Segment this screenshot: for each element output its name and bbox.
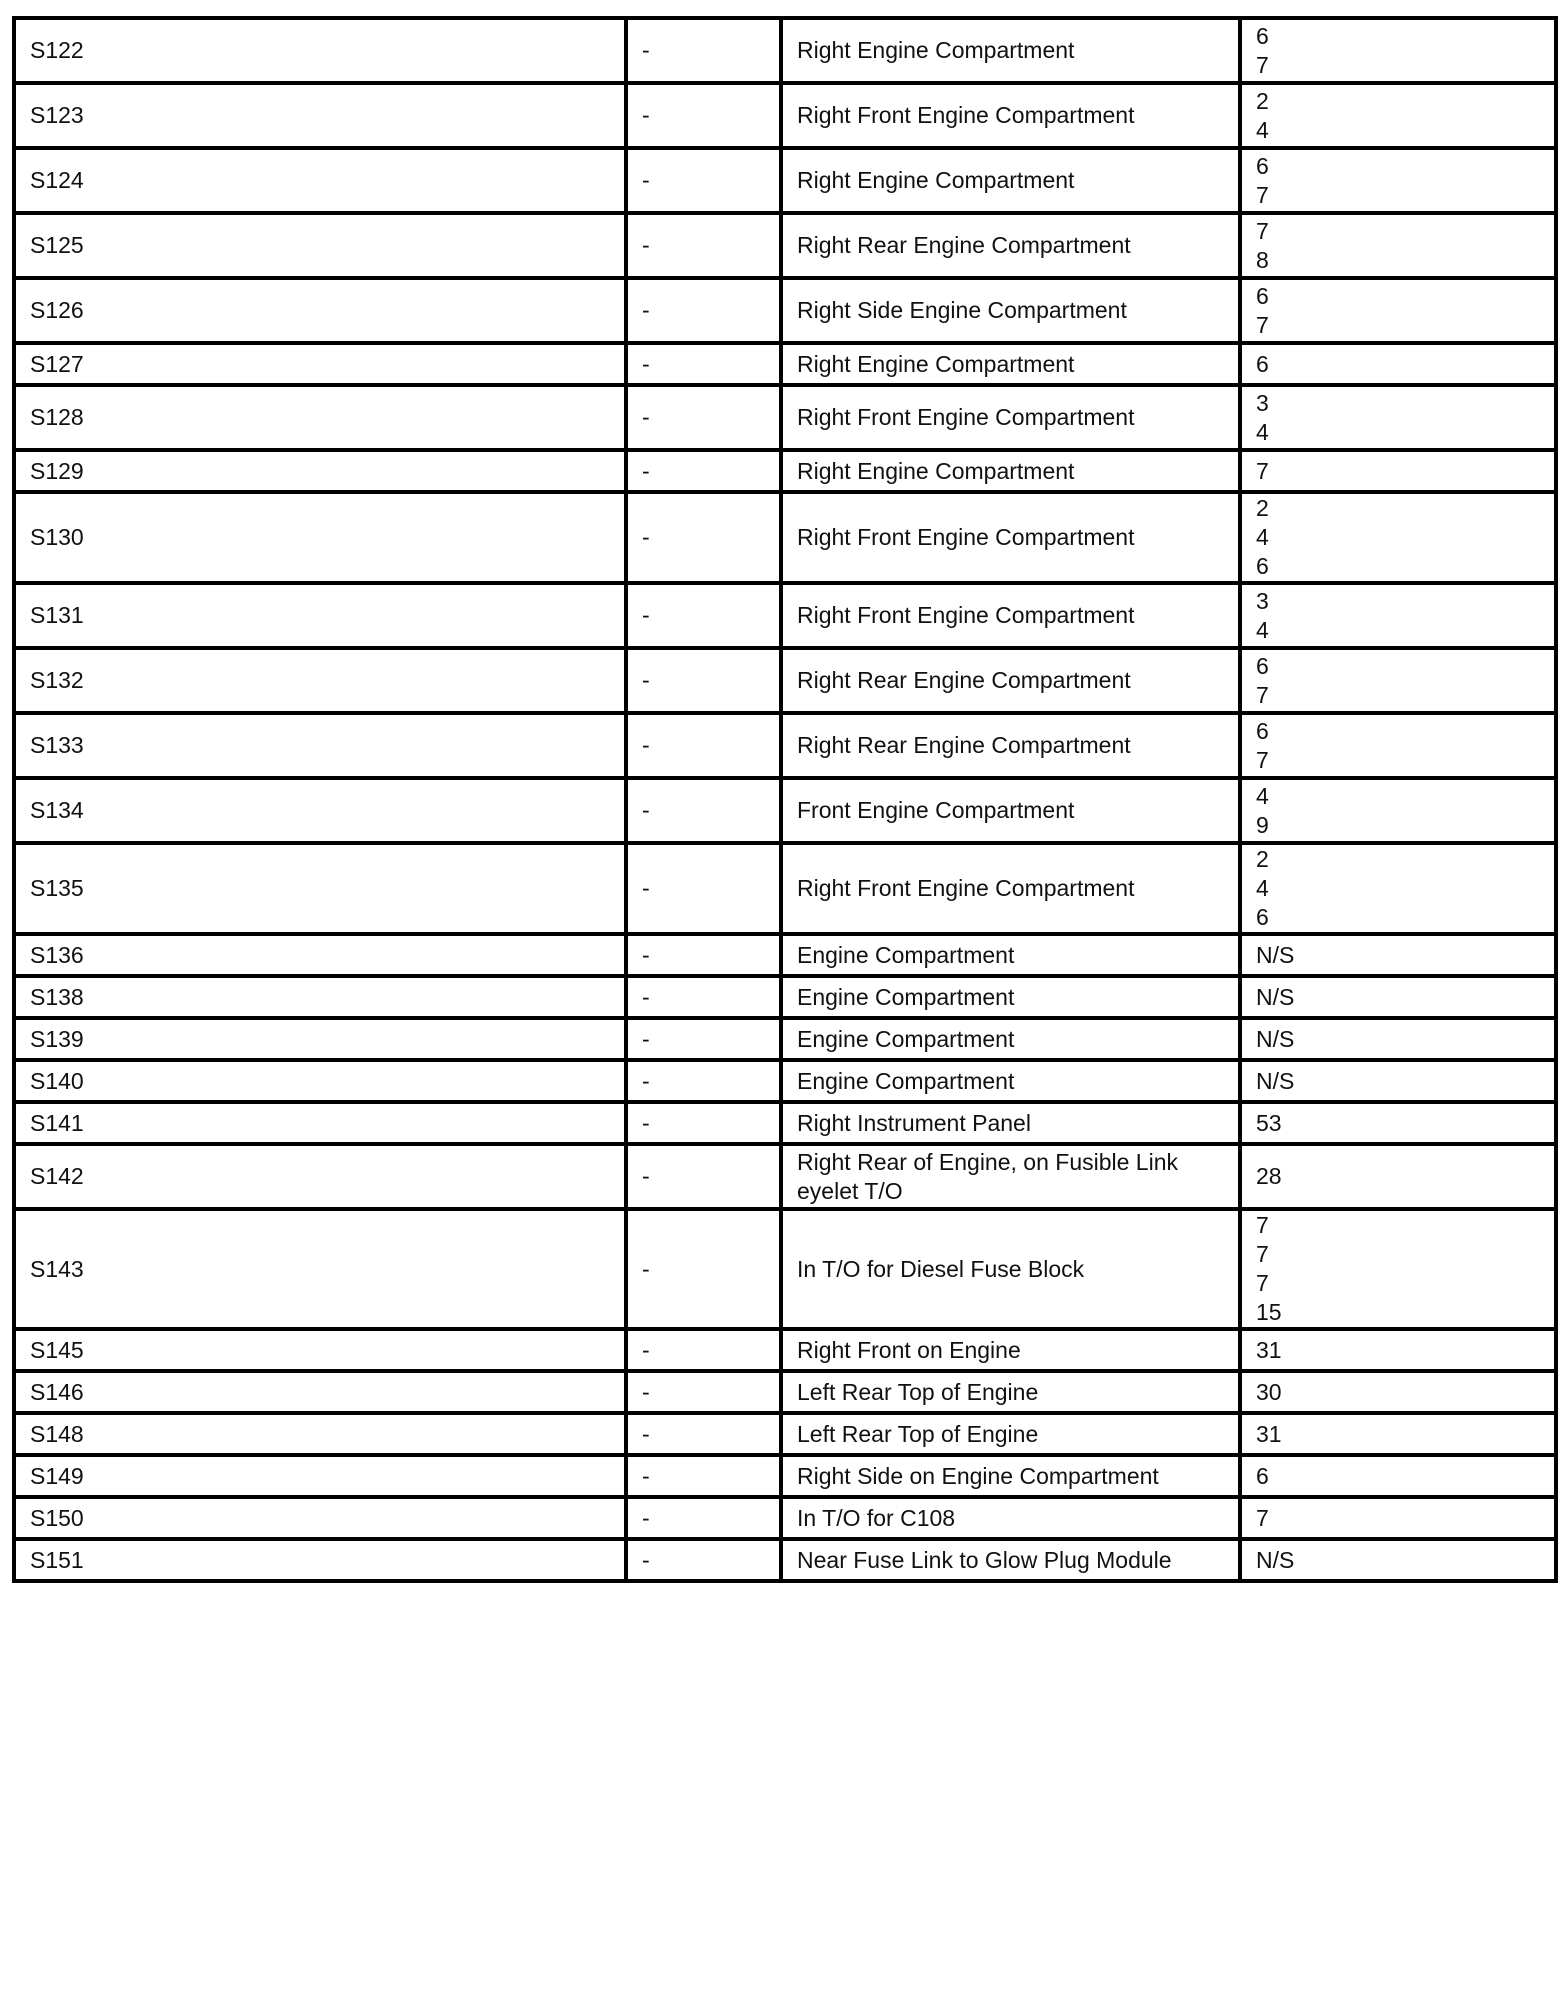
table-row xyxy=(14,1455,1556,1497)
description-cell: - xyxy=(626,385,781,450)
page-number: 6 xyxy=(1256,553,1269,579)
page-cell xyxy=(1240,18,1556,83)
page-cell xyxy=(1240,1144,1556,1209)
location-cell: Left Rear Top of Engine xyxy=(781,1413,1240,1455)
table-row xyxy=(14,385,1556,450)
splice-id-cell: S133 xyxy=(14,713,626,778)
location-cell: Engine Compartment xyxy=(781,934,1240,976)
page-cell xyxy=(1240,1329,1556,1371)
page-number: 4 xyxy=(1256,782,1269,809)
page-number: 7 xyxy=(1256,1212,1269,1238)
location-cell: Right Rear Engine Compartment xyxy=(781,713,1240,778)
splice-id-cell: S129 xyxy=(14,450,626,492)
location-cell: Right Front Engine Compartment xyxy=(781,492,1240,583)
page-cell xyxy=(1240,778,1556,843)
description-cell: - xyxy=(626,1455,781,1497)
table-row xyxy=(14,213,1556,278)
description-cell: - xyxy=(626,583,781,648)
location-cell: Right Rear Engine Compartment xyxy=(781,648,1240,713)
location-cell: Right Side Engine Compartment xyxy=(781,278,1240,343)
table-row xyxy=(14,1060,1556,1102)
page-number: 7 xyxy=(1256,217,1269,244)
page-number: 3 xyxy=(1256,389,1269,416)
page-number: 7 xyxy=(1256,681,1269,708)
splice-id-cell: S127 xyxy=(14,343,626,385)
splice-id-cell: S124 xyxy=(14,148,626,213)
page-number: 15 xyxy=(1256,1299,1282,1325)
page-cell xyxy=(1240,843,1556,934)
page-number: 7 xyxy=(1256,1241,1269,1267)
table-row xyxy=(14,1497,1556,1539)
table-row xyxy=(14,976,1556,1018)
page-cell xyxy=(1240,278,1556,343)
page-number: N/S xyxy=(1256,1546,1295,1573)
page-number: 2 xyxy=(1256,495,1269,521)
splice-id-cell: S136 xyxy=(14,934,626,976)
page-number: 31 xyxy=(1256,1420,1282,1447)
description-cell: - xyxy=(626,976,781,1018)
table-row xyxy=(14,1413,1556,1455)
description-cell: - xyxy=(626,843,781,934)
page-cell xyxy=(1240,1371,1556,1413)
table-row xyxy=(14,713,1556,778)
page-number: N/S xyxy=(1256,1067,1295,1094)
description-cell: - xyxy=(626,1060,781,1102)
page-number: 6 xyxy=(1256,904,1269,930)
page-cell xyxy=(1240,1413,1556,1455)
table-row xyxy=(14,148,1556,213)
page-cell xyxy=(1240,1539,1556,1581)
location-cell: Right Engine Compartment xyxy=(781,148,1240,213)
table-row xyxy=(14,583,1556,648)
page-number: 4 xyxy=(1256,616,1269,643)
page-number: 7 xyxy=(1256,1504,1269,1531)
page-number: 8 xyxy=(1256,246,1269,273)
page-cell xyxy=(1240,450,1556,492)
location-cell: Right Instrument Panel xyxy=(781,1102,1240,1144)
location-cell: Right Side on Engine Compartment xyxy=(781,1455,1240,1497)
page-number: 7 xyxy=(1256,746,1269,773)
table-row xyxy=(14,343,1556,385)
table-row xyxy=(14,1371,1556,1413)
location-cell: Right Front Engine Compartment xyxy=(781,385,1240,450)
location-cell: In T/O for C108 xyxy=(781,1497,1240,1539)
splice-location-table xyxy=(12,16,1558,1583)
description-cell: - xyxy=(626,1371,781,1413)
splice-id-cell: S142 xyxy=(14,1144,626,1209)
page-number: 9 xyxy=(1256,811,1269,838)
splice-id-cell: S122 xyxy=(14,18,626,83)
splice-id-cell: S140 xyxy=(14,1060,626,1102)
description-cell: - xyxy=(626,1018,781,1060)
splice-id-cell: S145 xyxy=(14,1329,626,1371)
splice-id-cell: S151 xyxy=(14,1539,626,1581)
table-row xyxy=(14,1144,1556,1209)
description-cell: - xyxy=(626,343,781,385)
location-cell: Right Front on Engine xyxy=(781,1329,1240,1371)
splice-id-cell: S135 xyxy=(14,843,626,934)
description-cell: - xyxy=(626,934,781,976)
description-cell: - xyxy=(626,213,781,278)
page-cell xyxy=(1240,1455,1556,1497)
description-cell: - xyxy=(626,1209,781,1329)
location-cell: Right Front Engine Compartment xyxy=(781,843,1240,934)
page-number: 4 xyxy=(1256,875,1269,901)
page-number: 3 xyxy=(1256,587,1269,614)
page-number: 6 xyxy=(1256,652,1269,679)
description-cell: - xyxy=(626,1413,781,1455)
splice-id-cell: S125 xyxy=(14,213,626,278)
page-number: 6 xyxy=(1256,152,1269,179)
table-row xyxy=(14,1209,1556,1329)
page-number: 4 xyxy=(1256,418,1269,445)
page-number: 7 xyxy=(1256,311,1269,338)
splice-id-cell: S149 xyxy=(14,1455,626,1497)
page-number: 30 xyxy=(1256,1378,1282,1405)
table-row xyxy=(14,1329,1556,1371)
splice-id-cell: S126 xyxy=(14,278,626,343)
page-number: 6 xyxy=(1256,1462,1269,1489)
location-cell: Engine Compartment xyxy=(781,976,1240,1018)
location-cell: Engine Compartment xyxy=(781,1018,1240,1060)
page-number: 7 xyxy=(1256,1270,1269,1296)
table-row xyxy=(14,1102,1556,1144)
page-number: N/S xyxy=(1256,941,1295,968)
page-cell xyxy=(1240,1497,1556,1539)
page-cell xyxy=(1240,492,1556,583)
table-row xyxy=(14,1018,1556,1060)
page-number: N/S xyxy=(1256,1025,1295,1052)
description-cell: - xyxy=(626,450,781,492)
page-cell xyxy=(1240,583,1556,648)
location-cell: Right Engine Compartment xyxy=(781,450,1240,492)
description-cell: - xyxy=(626,1102,781,1144)
table-body xyxy=(14,18,1556,1581)
location-cell: In T/O for Diesel Fuse Block xyxy=(781,1209,1240,1329)
page-number: 53 xyxy=(1256,1109,1282,1136)
splice-id-cell: S130 xyxy=(14,492,626,583)
location-cell: Right Front Engine Compartment xyxy=(781,583,1240,648)
location-cell: Near Fuse Link to Glow Plug Module xyxy=(781,1539,1240,1581)
page-cell xyxy=(1240,976,1556,1018)
location-cell: Left Rear Top of Engine xyxy=(781,1371,1240,1413)
splice-id-cell: S132 xyxy=(14,648,626,713)
splice-id-cell: S139 xyxy=(14,1018,626,1060)
description-cell: - xyxy=(626,18,781,83)
page-number: N/S xyxy=(1256,983,1295,1010)
table-row xyxy=(14,843,1556,934)
description-cell: - xyxy=(626,83,781,148)
table-row xyxy=(14,492,1556,583)
description-cell: - xyxy=(626,148,781,213)
table-row xyxy=(14,18,1556,83)
table-row xyxy=(14,83,1556,148)
page-cell xyxy=(1240,648,1556,713)
splice-id-cell: S148 xyxy=(14,1413,626,1455)
description-cell: - xyxy=(626,1539,781,1581)
page-cell xyxy=(1240,385,1556,450)
splice-id-cell: S141 xyxy=(14,1102,626,1144)
splice-id-cell: S123 xyxy=(14,83,626,148)
description-cell: - xyxy=(626,1144,781,1209)
location-cell: Right Engine Compartment xyxy=(781,18,1240,83)
page-number: 7 xyxy=(1256,181,1269,208)
location-cell: Right Rear Engine Compartment xyxy=(781,213,1240,278)
splice-id-cell: S150 xyxy=(14,1497,626,1539)
description-cell: - xyxy=(626,492,781,583)
page-number: 4 xyxy=(1256,524,1269,550)
page-cell xyxy=(1240,1102,1556,1144)
page-number: 6 xyxy=(1256,717,1269,744)
description-cell: - xyxy=(626,713,781,778)
description-cell: - xyxy=(626,1329,781,1371)
page-cell xyxy=(1240,1060,1556,1102)
table-row xyxy=(14,648,1556,713)
splice-id-cell: S134 xyxy=(14,778,626,843)
splice-id-cell: S138 xyxy=(14,976,626,1018)
page-number: 7 xyxy=(1256,51,1269,78)
page-cell xyxy=(1240,343,1556,385)
table-row xyxy=(14,278,1556,343)
table-row xyxy=(14,450,1556,492)
location-cell: Engine Compartment xyxy=(781,1060,1240,1102)
page-cell xyxy=(1240,213,1556,278)
location-cell: Right Rear of Engine, on Fusible Link eyelet T/O xyxy=(781,1144,1240,1209)
table-row xyxy=(14,934,1556,976)
page-cell xyxy=(1240,934,1556,976)
location-cell: Right Front Engine Compartment xyxy=(781,83,1240,148)
splice-id-cell: S128 xyxy=(14,385,626,450)
table-row xyxy=(14,778,1556,843)
page-number: 31 xyxy=(1256,1336,1282,1363)
page-number: 6 xyxy=(1256,22,1269,49)
location-cell: Right Engine Compartment xyxy=(781,343,1240,385)
splice-id-cell: S131 xyxy=(14,583,626,648)
page-number: 28 xyxy=(1256,1163,1282,1189)
page-number: 2 xyxy=(1256,87,1269,114)
page-cell xyxy=(1240,83,1556,148)
page-number: 7 xyxy=(1256,457,1269,484)
description-cell: - xyxy=(626,278,781,343)
page-cell xyxy=(1240,1209,1556,1329)
table-row xyxy=(14,1539,1556,1581)
page-number: 4 xyxy=(1256,116,1269,143)
splice-id-cell: S143 xyxy=(14,1209,626,1329)
page-cell xyxy=(1240,713,1556,778)
page-cell xyxy=(1240,1018,1556,1060)
location-cell: Front Engine Compartment xyxy=(781,778,1240,843)
description-cell: - xyxy=(626,1497,781,1539)
splice-id-cell: S146 xyxy=(14,1371,626,1413)
description-cell: - xyxy=(626,648,781,713)
page-number: 2 xyxy=(1256,846,1269,872)
description-cell: - xyxy=(626,778,781,843)
page-number: 6 xyxy=(1256,282,1269,309)
page-cell xyxy=(1240,148,1556,213)
page-number: 6 xyxy=(1256,350,1269,377)
